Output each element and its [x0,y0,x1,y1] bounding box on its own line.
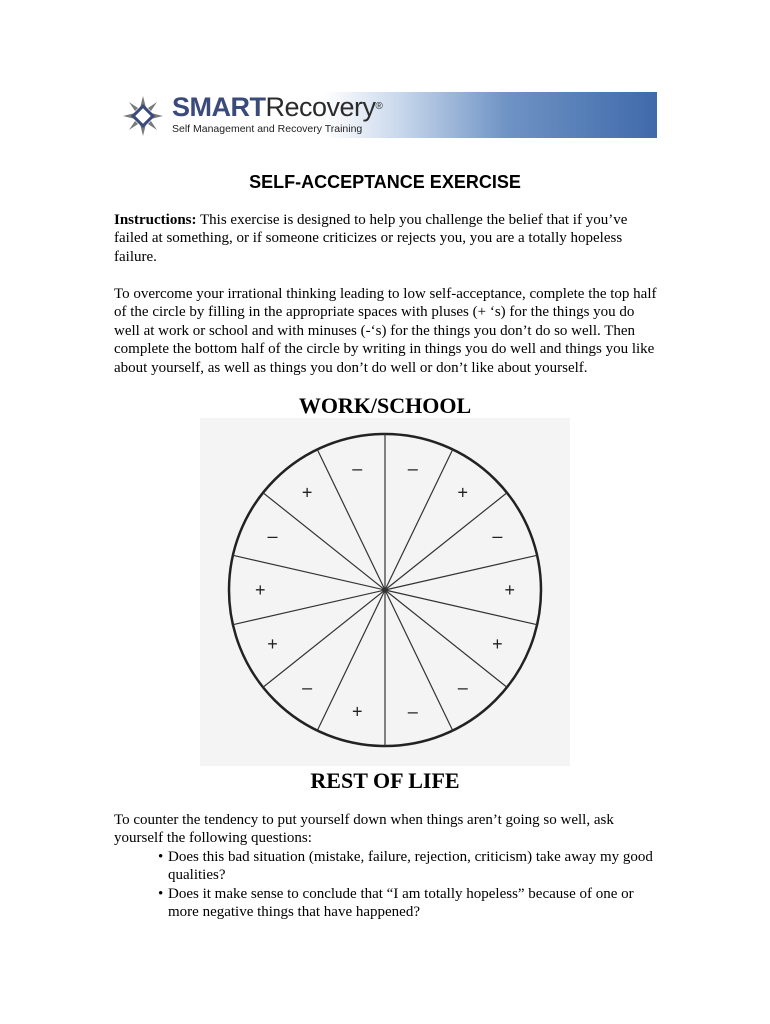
self-acceptance-wheel [200,418,570,766]
wheel-mark: – [492,525,503,546]
wheel-spoke [263,590,385,687]
bullet-icon: • [158,885,164,902]
wheel-mark: + [267,634,278,655]
question-text: Does this bad situation (mistake, failure, rejection, criticism) take away my good qualities? [168,849,653,884]
wheel-mark: – [267,525,278,546]
wheel-mark: + [301,482,313,503]
counter-paragraph: To counter the tendency to put yourself down when things aren’t going so well, ask yourself the following questions: [114,812,614,847]
page-title: SELF-ACCEPTANCE EXERCISE [249,172,521,192]
wheel-spoke [317,449,385,590]
bullet-icon: • [158,849,164,865]
work-school-heading: WORK/SCHOOL [298,393,472,418]
logo-recovery-text: Recovery [265,92,376,122]
smart-recovery-logo-icon [121,94,165,138]
wheel-mark: – [407,458,418,479]
wheel-mark: + [351,701,363,722]
list-item [158,848,658,885]
wheel-mark: – [407,701,418,722]
instructions-label: Instructions: [114,212,197,228]
wheel-spoke [385,590,507,687]
wheel-mark: + [457,482,469,503]
registered-mark: ® [375,101,383,112]
overcome-paragraph: To overcome your irrational thinking leading to low self-acceptance, complete the top half of the circle by filling in the appropriate spaces with pluses (+ ‘s) for the things you do well at work or school and with minuses (-‘s) for the things you don’t do so well. Then complete the bottom half of the circle by writing in things you do well and things you like about yourself, as well as things you don’t do well or don’t like about yourself. [114,286,657,376]
wheel-spoke [385,590,453,731]
wheel-mark: – [302,677,313,698]
question-text: Does it make sense to conclude that “I am totally hopeless” because of one or more negative things that have happened? [168,885,634,921]
list-item [158,885,658,922]
instructions-text: This exercise is designed to help you challenge the belief that if you’ve failed at something, or if someone criticizes or rejects you, you are a totally hopeless failure. [114,212,628,265]
logo-smart-text: SMART [172,92,266,122]
wheel-mark: – [457,677,468,698]
wheel-mark: – [352,458,363,479]
wheel-spoke [385,493,507,590]
wheel-mark: + [254,580,266,600]
rest-of-life-heading: REST OF LIFE [310,768,460,793]
wheel-spoke [263,493,385,590]
logo-wordmark [172,92,382,122]
question-list [158,848,658,922]
wheel-mark: + [504,580,516,600]
instructions-paragraph [114,211,659,266]
wheel-spoke [385,449,453,590]
logo-tagline: Self Management and Recovery Training [172,123,363,135]
wheel-mark: + [492,634,503,655]
